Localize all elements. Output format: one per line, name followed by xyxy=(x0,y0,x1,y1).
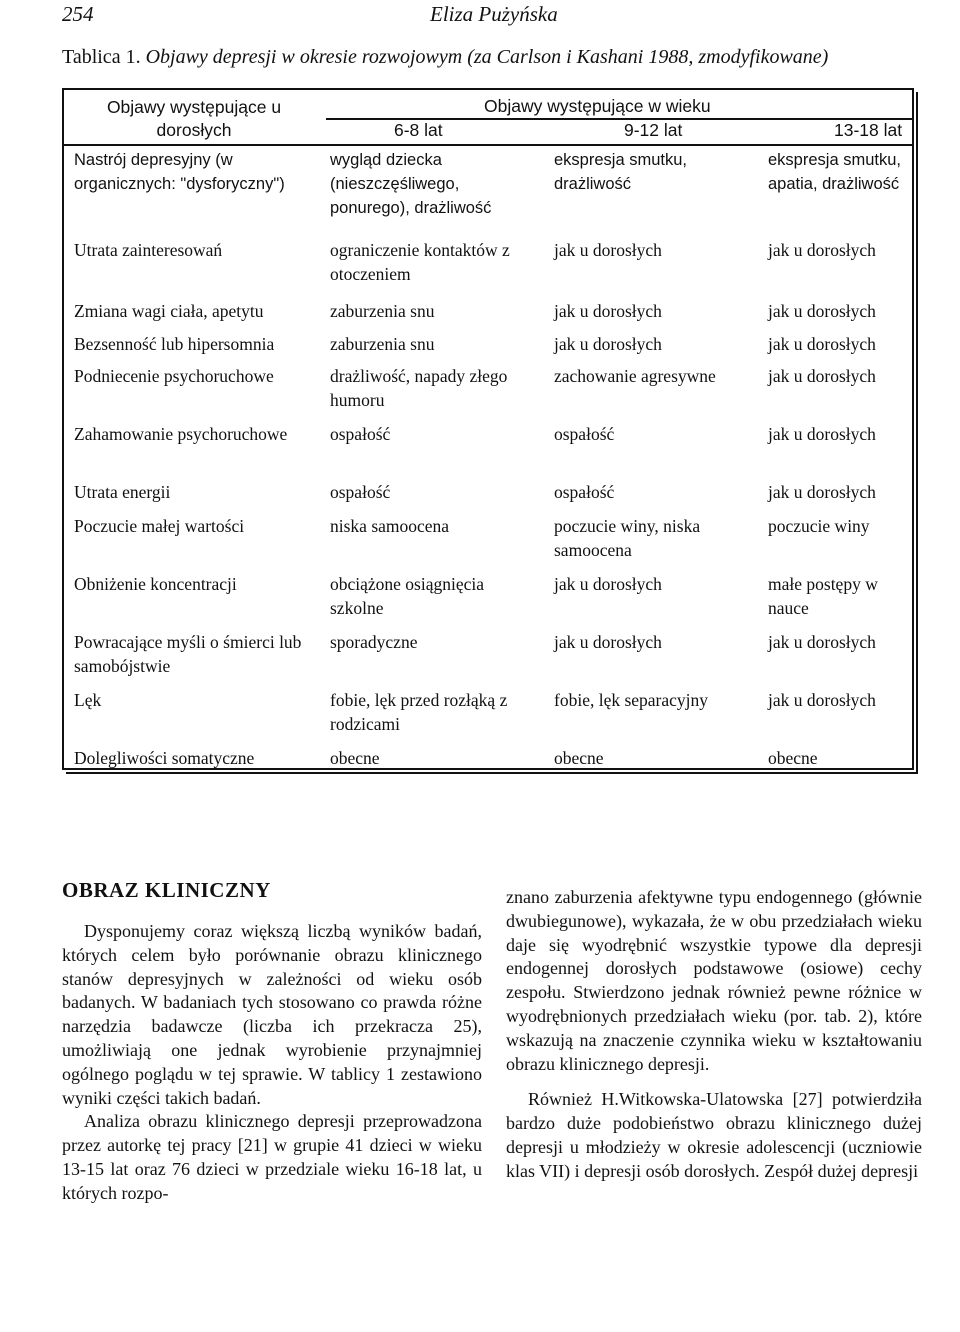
group-header: Objawy występujące w wieku xyxy=(484,96,711,116)
table-row-symptom: Podniecenie psychoruchowe xyxy=(74,366,274,386)
age-header-9-12: 9-12 lat xyxy=(624,120,683,140)
header-rule-upper xyxy=(326,118,912,120)
table-row-age-6-8: zaburzenia snu xyxy=(330,334,435,354)
paragraph: Również H.Witkowska-Ulatowska [27] potwierdziła bardzo duże podobieństwo obrazu klinicznego dużej depresji u młodzieży w okresie adolescencji (uczniowie klas VII) i depresji osób dorosłych. Zespół dużej depresji xyxy=(506,1089,922,1181)
table-row-age-6-8: ospałość xyxy=(330,482,391,502)
table-row-age-13-18: jak u dorosłych xyxy=(768,301,876,321)
table-row-age-9-12: jak u dorosłych xyxy=(554,632,662,652)
table-row-symptom: Poczucie małej wartości xyxy=(74,516,245,536)
age-header-13-18: 13-18 lat xyxy=(834,120,903,140)
table-row-age-6-8: wygląd dziecka (nieszczęśliwego, ponurego), drażliwość xyxy=(330,151,492,217)
table-row-age-9-12: zachowanie agresywne xyxy=(554,366,716,386)
paragraph: Dysponujemy coraz większą liczbą wyników badań, których celem było porównanie obrazu klinicznego stanów depresyjnych w zależności od wieku osób badanych. W badaniach tych stosowano co prawda różne narzędzia badawcze (liczba ich przekracza 25), umożliwiają one jednak wyrobienie przynajmniej ogólnego poglądu w tej sprawie. W tablicy 1 zestawiono wyniki części takich badań. xyxy=(62,921,482,1108)
age-header-6-8: 6-8 lat xyxy=(394,120,443,140)
table-row-symptom: Powracające myśli o śmierci lub samobójstwie xyxy=(74,632,302,676)
table-row-age-13-18: jak u dorosłych xyxy=(768,632,876,652)
header-rule-lower xyxy=(64,144,912,146)
table-row-age-9-12: obecne xyxy=(554,748,604,768)
table-row-age-13-18: jak u dorosłych xyxy=(768,690,876,710)
symptoms-table xyxy=(62,88,914,770)
table-row-symptom: Nastrój depresyjny (w organicznych: "dysforyczny") xyxy=(74,151,285,193)
page-number: 254 xyxy=(62,2,94,26)
table-row-age-6-8: zaburzenia snu xyxy=(330,301,435,321)
table-row-age-9-12: ospałość xyxy=(554,424,615,444)
table-row-symptom: Utrata zainteresowań xyxy=(74,240,223,260)
table-row-symptom: Lęk xyxy=(74,690,102,710)
table-row-age-13-18: ekspresja smutku, apatia, drażliwość xyxy=(768,151,901,193)
table-row-age-13-18: jak u dorosłych xyxy=(768,482,876,502)
table-row-age-6-8: ospałość xyxy=(330,424,391,444)
table-row-symptom: Utrata energii xyxy=(74,482,171,502)
table-row-age-6-8: obciążone osiągnięcia szkolne xyxy=(330,574,485,618)
table-row-age-13-18: jak u dorosłych xyxy=(768,424,876,444)
table-row-age-9-12: jak u dorosłych xyxy=(554,301,662,321)
paragraph: znano zaburzenia afektywne typu endogennego (głównie dwubiegunowe), wykazała, że w obu przedziałach wieku daje się wyodrębnić wszystkie typowe dla depresji endogennej dorosłych podstawowe (osiowe) cechy zespołu. Stwierdzono jednak również pewne różnice w wyodrębnionych przedziałach wieku (por. tab. 2), które wskazują na znaczenie czynnika wieku w kształtowaniu obrazu klinicznego depresji. xyxy=(506,887,922,1074)
table-row-age-9-12: ospałość xyxy=(554,482,615,502)
table-row-age-13-18: jak u dorosłych xyxy=(768,240,876,260)
body-text-right-column xyxy=(506,886,922,1184)
body-text-left-column xyxy=(62,920,482,1206)
table-row-age-13-18: małe postępy w nauce xyxy=(768,574,878,618)
table-row-age-6-8: drażliwość, napady złego humoru xyxy=(330,366,508,410)
running-header-author: Eliza Pużyńska xyxy=(430,2,558,26)
table-row-age-9-12: jak u dorosłych xyxy=(554,334,662,354)
table-row-symptom: Zahamowanie psychoruchowe xyxy=(74,424,288,444)
table-row-age-13-18: jak u dorosłych xyxy=(768,334,876,354)
section-title: OBRAZ KLINICZNY xyxy=(62,878,271,902)
table-row-symptom: Bezsenność lub hipersomnia xyxy=(74,334,275,354)
table-row-age-6-8: niska samoocena xyxy=(330,516,450,536)
table-row-age-6-8: fobie, lęk przed rozłąką z rodzicami xyxy=(330,690,508,734)
table-row-symptom: Dolegliwości somatyczne xyxy=(74,748,255,768)
table-row-age-6-8: sporadyczne xyxy=(330,632,418,652)
table-row-age-6-8: obecne xyxy=(330,748,380,768)
table-caption xyxy=(62,46,828,69)
table-row-age-13-18: obecne xyxy=(768,748,818,768)
table-row-symptom: Zmiana wagi ciała, apetytu xyxy=(74,301,264,321)
table-row-symptom: Obniżenie koncentracji xyxy=(74,574,237,594)
table-row-age-9-12: fobie, lęk separacyjny xyxy=(554,690,709,710)
table-caption-title: Objawy depresji w okresie rozwojowym (za Carlson i Kashani 1988, zmodyfikowane) xyxy=(145,46,829,68)
table-row-age-9-12: jak u dorosłych xyxy=(554,574,662,594)
table-caption-label: Tablica 1. xyxy=(62,46,141,68)
table-row-age-13-18: poczucie winy xyxy=(768,516,870,536)
table-row-age-6-8: ograniczenie kontaktów z otoczeniem xyxy=(330,240,510,284)
paragraph: Analiza obrazu klinicznego depresji przeprowadzona przez autorkę tej pracy [21] w grupie 41 dzieci w wieku 13-15 lat oraz 76 dzieci w przedziale wieku 16-18 lat, u których rozpo- xyxy=(62,1111,482,1203)
table-row-age-13-18: jak u dorosłych xyxy=(768,366,876,386)
table-row-age-9-12: ekspresja smutku, drażliwość xyxy=(554,151,687,193)
table-row-age-9-12: jak u dorosłych xyxy=(554,240,662,260)
table-row-age-9-12: poczucie winy, niska samoocena xyxy=(554,516,701,560)
col1-header: Objawy występujące u dorosłych xyxy=(106,97,282,140)
